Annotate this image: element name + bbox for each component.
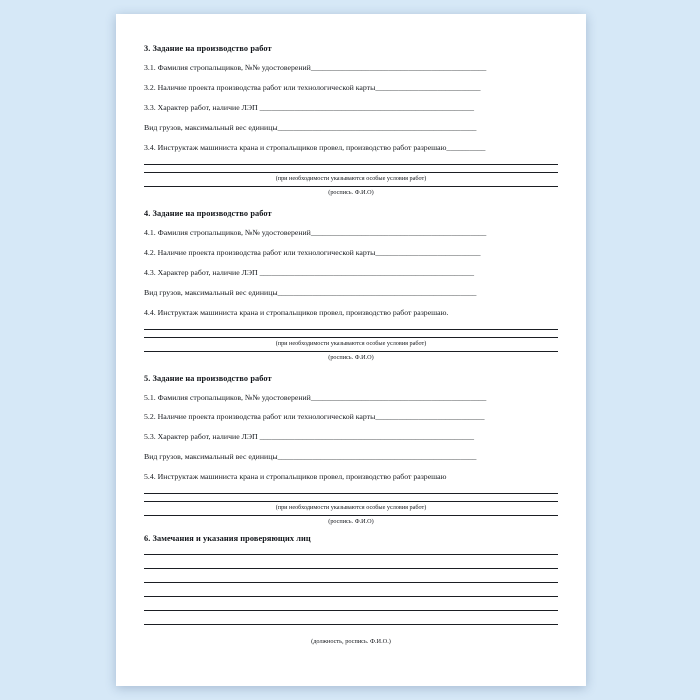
- section-3-line-4: Вид грузов, максимальный вес единицы___________________________________________________: [144, 123, 477, 132]
- section-6-blank-rules: [144, 554, 558, 625]
- section-4-line-2: 4.2. Наличие проекта производства работ или технологической карты___________________________: [144, 248, 481, 257]
- section-3-line-3: 3.3. Характер работ, наличие ЛЭП _______________________________________________________: [144, 103, 475, 112]
- section-6-blank-rule-4: [144, 596, 558, 597]
- section-6: [144, 534, 558, 645]
- section-3-signature-rule: [144, 186, 558, 187]
- section-5-line-4: Вид грузов, максимальный вес единицы___________________________________________________: [144, 453, 477, 462]
- section-5-line-5: 5.4. Инструктаж машиниста крана и стропальщиков провел, производство работ разрешаю: [144, 473, 447, 482]
- section-6-blank-rule-2: [144, 568, 558, 569]
- section-6-blank-rule-6: [144, 624, 558, 625]
- section-4: [144, 209, 558, 361]
- section-4-blank-rule-2: [144, 337, 558, 338]
- section-4-caption-signature: (роспись. Ф.И.О): [328, 353, 374, 361]
- document-page: [116, 14, 586, 686]
- section-4-line-5: 4.4. Инструктаж машиниста крана и стропальщиков провел, производство работ разрешаю.: [144, 308, 449, 317]
- section-3-caption-signature: (роспись. Ф.И.О): [328, 188, 374, 196]
- section-6-blank-rule-3: [144, 582, 558, 583]
- section-3: [144, 44, 558, 196]
- section-5-caption-signature: (роспись. Ф.И.О): [328, 518, 374, 526]
- section-6-blank-rule-5: [144, 610, 558, 611]
- section-3-blank-rule-2: [144, 172, 558, 173]
- section-4-blank-rule-1: [144, 329, 558, 330]
- section-5-blank-rule-1: [144, 493, 558, 494]
- section-3-line-1: 3.1. Фамилия стропальщиков, №№ удостоверений_____________________________________________: [144, 64, 487, 72]
- section-4-signature-rule: [144, 351, 558, 352]
- section-3-line-5: 3.4. Инструктаж машиниста крана и стропальщиков провел, производство работ разрешаю__________: [144, 143, 486, 152]
- section-5-signature-rule: [144, 515, 558, 516]
- section-4-line-1: 4.1. Фамилия стропальщиков, №№ удостоверений_____________________________________________: [144, 228, 487, 237]
- section-5-line-2: 5.2. Наличие проекта производства работ или технологической карты____________________________: [144, 413, 485, 422]
- section-5: [144, 374, 558, 526]
- section-5-line-1: 5.1. Фамилия стропальщиков, №№ удостоверений_____________________________________________: [144, 393, 487, 402]
- section-4-title: 4. Задание на производство работ: [144, 208, 272, 218]
- section-6-caption-signature: (должность, роспись. Ф.И.О.): [311, 638, 391, 646]
- section-5-blank-rule-2: [144, 501, 558, 502]
- section-5-caption-conditions: (при необходимости указываются особые условия работ): [275, 504, 427, 512]
- section-6-blank-rule-1: [144, 554, 558, 555]
- section-3-title: 3. Задание на производство работ: [144, 44, 272, 53]
- section-4-caption-conditions: (при необходимости указываются особые условия работ): [275, 339, 427, 347]
- section-6-title: 6. Замечания и указания проверяющих лиц: [144, 534, 311, 544]
- section-3-line-2: 3.2. Наличие проекта производства работ или технологической карты___________________________: [144, 83, 481, 92]
- section-3-blank-rule-1: [144, 164, 558, 165]
- section-3-caption-conditions: (при необходимости указываются особые условия работ): [275, 174, 427, 182]
- section-4-line-3: 4.3. Характер работ, наличие ЛЭП _______________________________________________________: [144, 268, 475, 277]
- section-5-title: 5. Задание на производство работ: [144, 373, 272, 383]
- document-page-shadow: [116, 14, 586, 686]
- section-5-line-3: 5.3. Характер работ, наличие ЛЭП _______________________________________________________: [144, 433, 475, 442]
- section-4-line-4: Вид грузов, максимальный вес единицы___________________________________________________: [144, 288, 477, 297]
